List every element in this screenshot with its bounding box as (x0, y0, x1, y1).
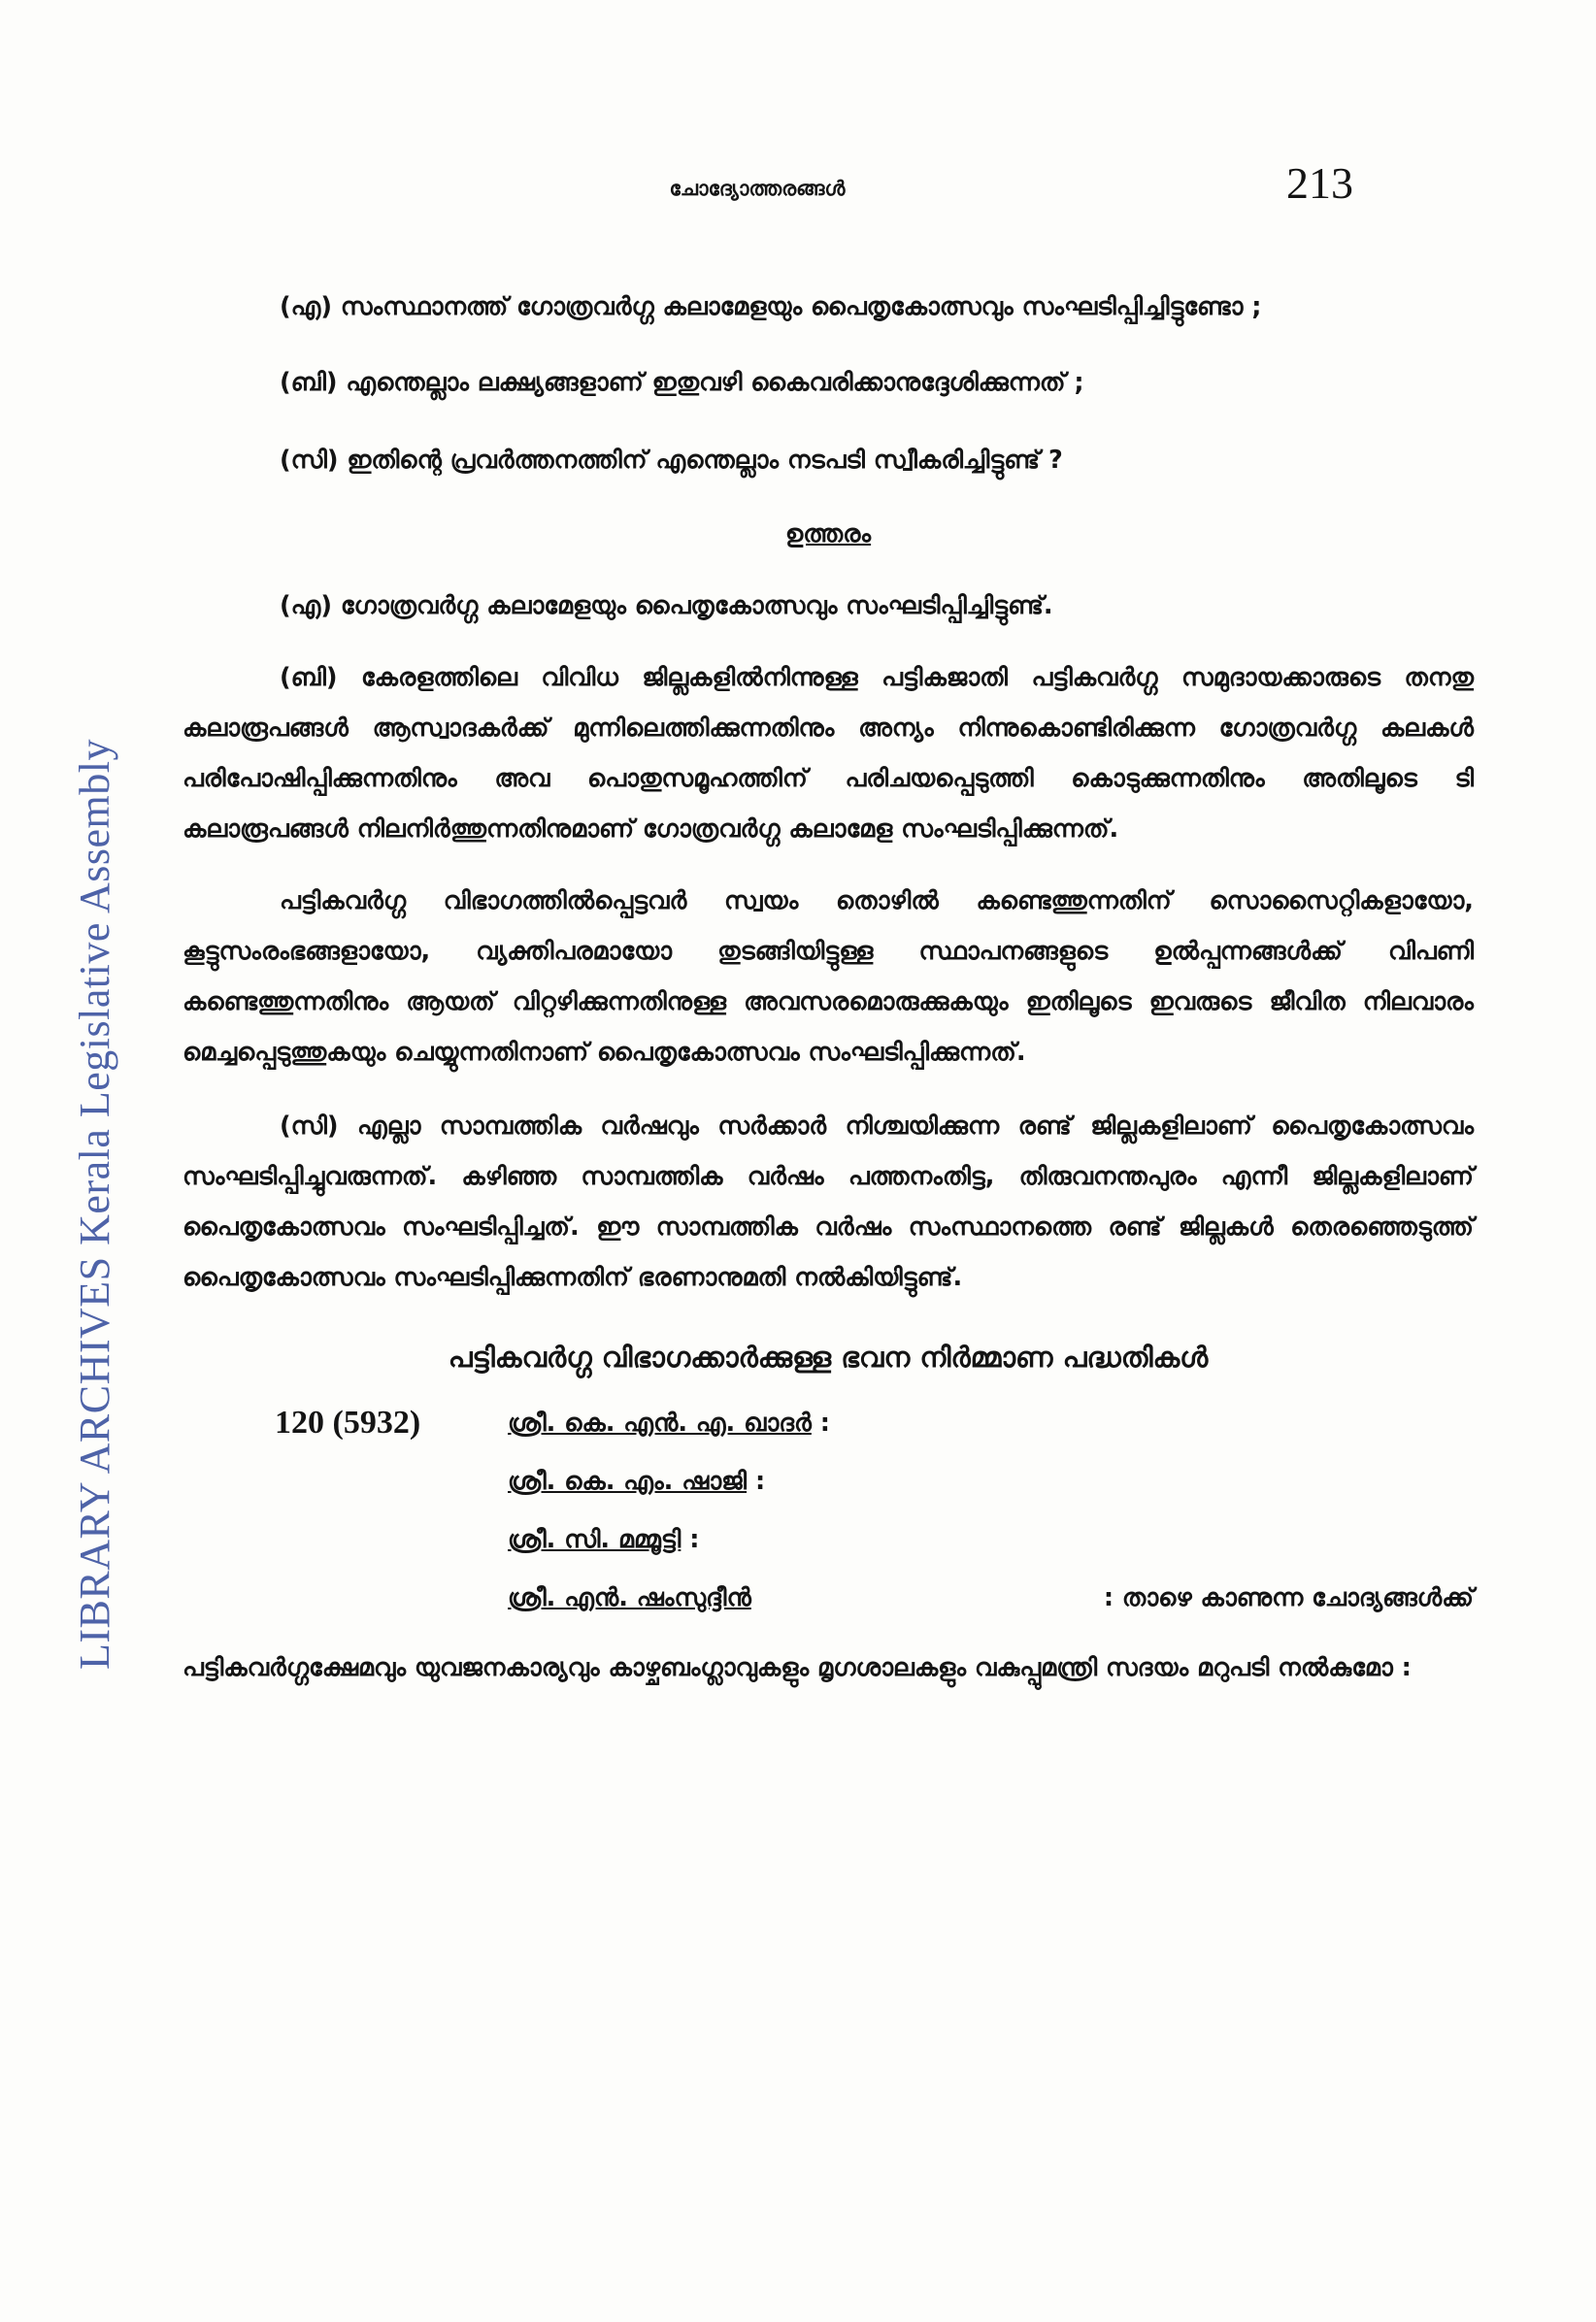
member-name: ശ്രീ. കെ. എം. ഷാജി : (508, 1467, 766, 1496)
answer-heading: ഉത്തരം (784, 519, 872, 548)
question-request-start: : താഴെ കാണുന്ന ചോദ്യങ്ങൾക്ക് (1103, 1583, 1474, 1612)
question-c: (സി) ഇതിന്റെ പ്രവർത്തനത്തിന് എന്തെല്ലാം നടപടി സ്വീകരിച്ചിട്ടുണ്ട് ? (280, 446, 1063, 475)
question-a: (എ) സംസ്ഥാനത്ത് ഗോത്രവർഗ്ഗ കലാമേളയും പൈതൃകോത്സവും സംഘടിപ്പിച്ചിട്ടുണ്ടോ ; (280, 292, 1262, 321)
member-name: ശ്രീ. എൻ. ഷംസുദ്ദീൻ (508, 1583, 751, 1612)
answer-b: (ബി) കേരളത്തിലെ വിവിധ ജില്ലകളിൽനിന്നുള്ള പട്ടികജാതി പട്ടികവർഗ്ഗ സമുദായക്കാരുടെ തനതു കലാരൂപങ്ങൾ ആസ്വാദകർക്ക് മുന്നിലെത്തിക്കുന്നതിനും അന്യം നിന്നുകൊണ്ടിരിക്കുന്ന ഗോത്രവർഗ്ഗ കലകൾ പരിപോഷിപ്പിക്കുന്നതിനും അവ പൊതുസമൂഹത്തിന് പരിചയപ്പെടുത്തി കൊടുക്കുന്നതിനും അതിലൂടെ ടി കലാരൂപങ്ങൾ നിലനിർത്തുന്നതിനുമാണ് ഗോത്രവർഗ്ഗ കലാമേള സംഘടിപ്പിക്കുന്നത്. (183, 663, 1474, 844)
member-name: ശ്രീ. കെ. എൻ. എ. ഖാദർ : (508, 1409, 830, 1438)
member-name: ശ്രീ. സി. മമ്മൂട്ടി : (508, 1525, 700, 1554)
question-header (183, 1398, 1474, 1654)
archive-watermark: LIBRARY ARCHIVES Kerala Legislative Assembly (71, 739, 118, 1670)
answer-a: (എ) ഗോത്രവർഗ്ഗ കലാമേളയും പൈതൃകോത്സവും സംഘടിപ്പിച്ചിട്ടുണ്ട്. (280, 591, 1053, 620)
answer-b-continued: പട്ടികവർഗ്ഗ വിഭാഗത്തിൽപ്പെട്ടവർ സ്വയം തൊഴിൽ കണ്ടെത്തുന്നതിന് സൊസൈറ്റികളായോ, കൂട്ടുസംരംഭങ്ങളായോ, വ്യക്തിപരമായോ തുടങ്ങിയിട്ടുള്ള സ്ഥാപനങ്ങളുടെ ഉൽപ്പന്നങ്ങൾക്ക് വിപണി കണ്ടെത്തുന്നതിനും ആയത് വിറ്റഴിക്കുന്നതിനുള്ള അവസരമൊരുക്കുകയും ഇതിലൂടെ ഇവരുടെ ജീവിത നിലവാരം മെച്ചപ്പെടുത്തുകയും ചെയ്യുന്നതിനാണ് പൈതൃകോത്സവം സംഘടിപ്പിക്കുന്നത്. (183, 886, 1474, 1067)
answer-c: (സി) എല്ലാ സാമ്പത്തിക വർഷവും സർക്കാർ നിശ്ചയിക്കുന്ന രണ്ട് ജില്ലകളിലാണ് പൈതൃകോത്സവം സംഘടിപ്പിച്ചുവരുന്നത്. കഴിഞ്ഞ സാമ്പത്തിക വർഷം പത്തനംതിട്ട, തിരുവനന്തപുരം എന്നീ ജില്ലകളിലാണ് പൈതൃകോത്സവം സംഘടിപ്പിച്ചത്. ഈ സാമ്പത്തിക വർഷം സംസ്ഥാനത്തെ രണ്ട് ജില്ലകൾ തെരഞ്ഞെടുത്ത് പൈതൃകോത്സവം സംഘടിപ്പിക്കുന്നതിന് ഭരണാനുമതി നൽകിയിട്ടുണ്ട്. (183, 1111, 1474, 1292)
page-number: 213 (1286, 158, 1353, 208)
question-number: 120 (5932) (275, 1405, 421, 1441)
question-request-end: പട്ടികവർഗ്ഗക്ഷേമവും യുവജനകാര്യവും കാഴ്ചബംഗ്ലാവുകളും മൃഗശാലകളും വകുപ്പുമന്ത്രി സദയം മറുപടി നൽകുമോ : (183, 1653, 1412, 1682)
section-title: പട്ടികവർഗ്ഗ വിഭാഗക്കാർക്കുള്ള ഭവന നിർമ്മാണ പദ്ധതികൾ (448, 1341, 1209, 1374)
page-header (0, 146, 1596, 223)
question-b: (ബി) എന്തെല്ലാം ലക്ഷ്യങ്ങളാണ് ഇതുവഴി കൈവരിക്കാനുദ്ദേശിക്കുന്നത് ; (280, 368, 1084, 397)
page-body (183, 282, 1474, 1693)
running-title: ചോദ്യോത്തരങ്ങൾ (669, 177, 846, 200)
